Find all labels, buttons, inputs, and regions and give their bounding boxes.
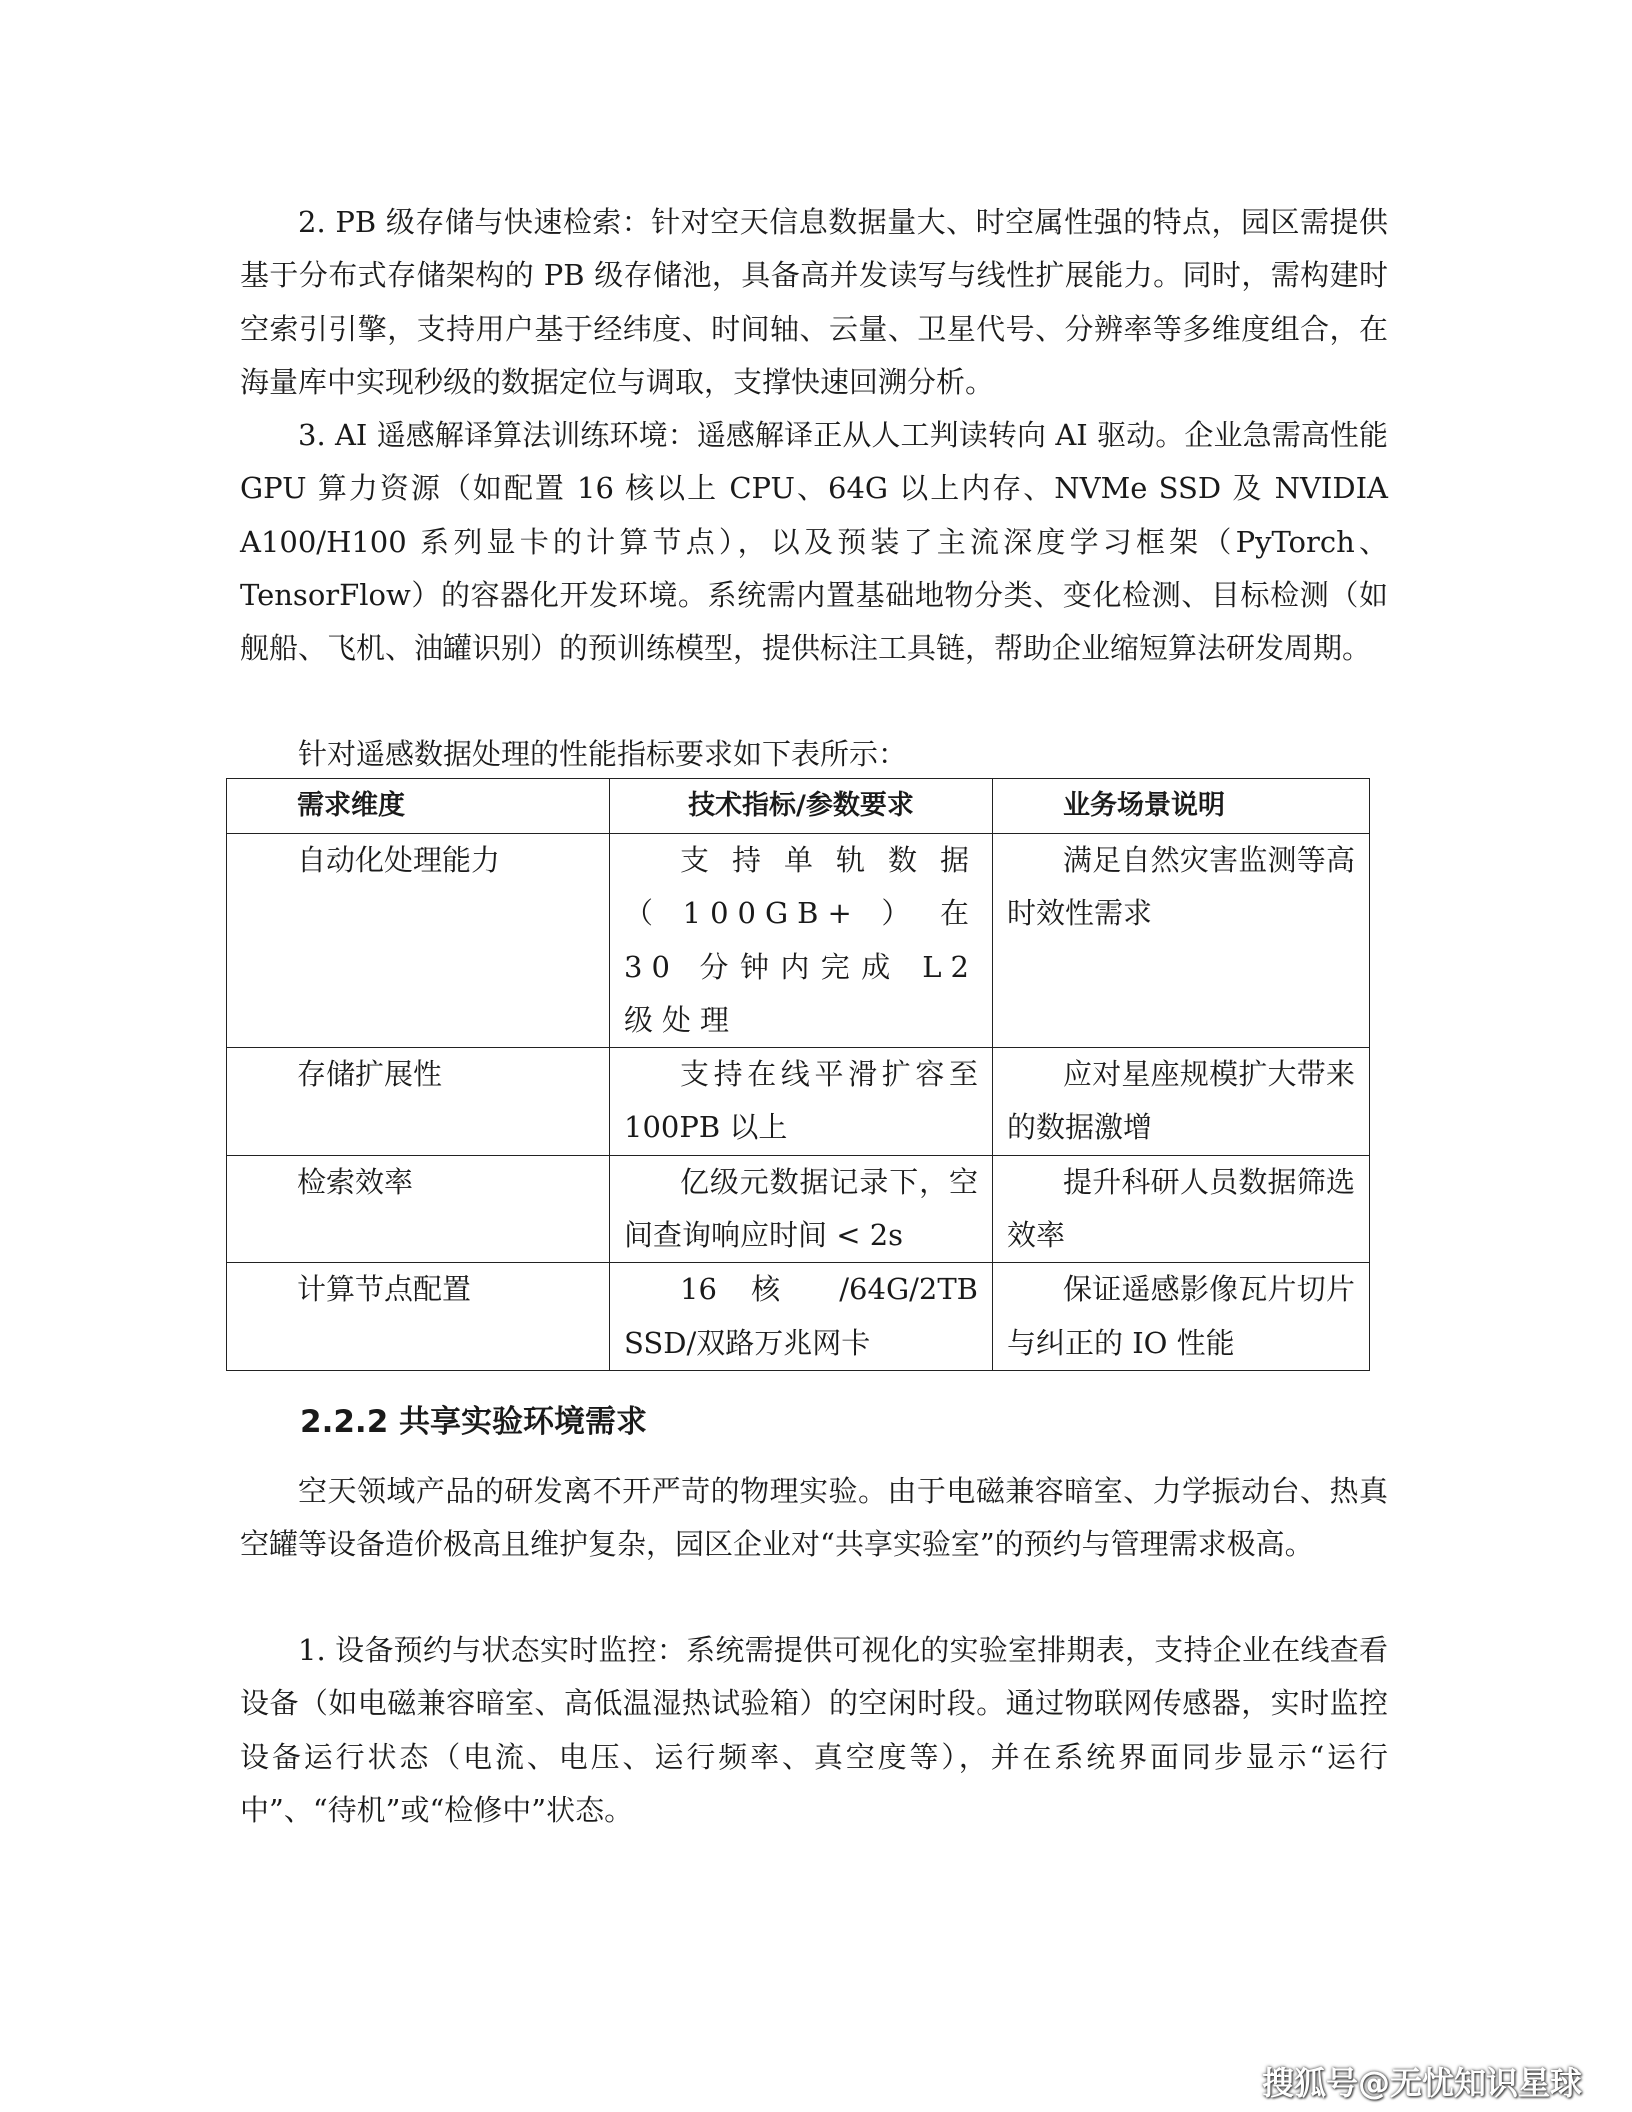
header-spec: 技术指标/参数要求 [610,779,993,834]
cell-spec: 亿级元数据记录下，空间查询响应时间 < 2s [610,1155,993,1263]
header-scenario: 业务场景说明 [993,779,1370,834]
cell-scenario: 保证遥感影像瓦片切片与纠正的 IO 性能 [993,1263,1370,1371]
cell-dimension: 检索效率 [227,1155,610,1263]
table-row [227,1263,1370,1371]
watermark: 搜狐号@无忧知识星球 [1262,2064,1583,2102]
cell-spec: 16 核 /64G/2TB SSD/双路万兆网卡 [610,1263,993,1371]
paragraph-lab-intro: 空天领域产品的研发离不开严苛的物理实验。由于电磁兼容暗室、力学振动台、热真空罐等设备造价极高且维护复杂，园区企业对“共享实验室”的预约与管理需求极高。 [240,1474,1388,1562]
cell-scenario: 满足自然灾害监测等高时效性需求 [993,834,1370,1048]
cell-scenario: 提升科研人员数据筛选效率 [993,1155,1370,1263]
performance-requirements-table [226,778,1370,1371]
cell-spec: 支持在线平滑扩容至 100PB 以上 [610,1048,993,1156]
section-heading: 2.2.2 共享实验环境需求 [300,1404,648,1440]
cell-dimension: 自动化处理能力 [227,834,610,1048]
table-header-row [227,779,1370,834]
paragraph-equipment-booking: 1. 设备预约与状态实时监控：系统需提供可视化的实验室排期表，支持企业在线查看设备（如电磁兼容暗室、高低温湿热试验箱）的空闲时段。通过物联网传感器，实时监控设备运行状态（电流、电压、运行频率、真空度等），并在系统界面同步显示“运行中”、“待机”或“检修中”状态。 [240,1633,1388,1827]
table-row [227,834,1370,1048]
cell-dimension: 计算节点配置 [227,1263,610,1371]
table-row [227,1048,1370,1156]
table-row [227,1155,1370,1263]
paragraph-pb-storage: 2. PB 级存储与快速检索：针对空天信息数据量大、时空属性强的特点，园区需提供基于分布式存储架构的 PB 级存储池，具备高并发读写与线性扩展能力。同时，需构建时空索引引擎，支持用户基于经纬度、时间轴、云量、卫星代号、分辨率等多维度组合，在海量库中实现秒级的数据定位与调取，支撑快速回溯分析。 [240,205,1388,399]
table-intro-paragraph: 针对遥感数据处理的性能指标要求如下表所示： [298,737,908,771]
cell-dimension: 存储扩展性 [227,1048,610,1156]
cell-scenario: 应对星座规模扩大带来的数据激增 [993,1048,1370,1156]
paragraph-ai-training: 3. AI 遥感解译算法训练环境：遥感解译正从人工判读转向 AI 驱动。企业急需高性能 GPU 算力资源（如配置 16 核以上 CPU、64G 以上内存、NVMe SSD 及 NVIDIA A100/H100 系列显卡的计算节点），以及预装了主流深度学习框架（PyTorch、TensorFlow）的容器化开发环境。系统需内置基础地物分类、变化检测、目标检测（如舰船、飞机、油罐识别）的预训练模型，提供标注工具链，帮助企业缩短算法研发周期。 [240,418,1388,666]
cell-spec: 支持单轨数据（100GB+）在 30 分钟内完成 L2 级处理 [610,834,993,1048]
header-dimension: 需求维度 [227,779,610,834]
